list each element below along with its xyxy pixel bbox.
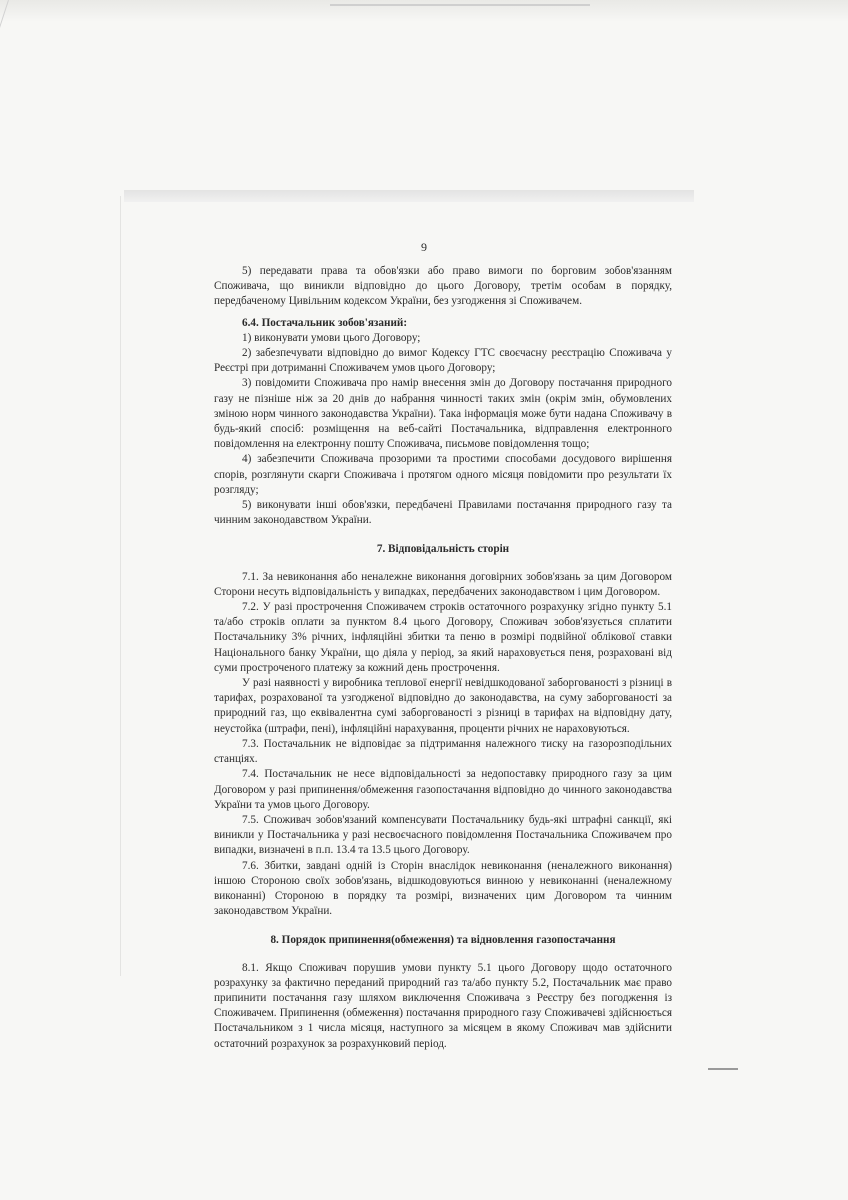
- document-body: [214, 264, 672, 1052]
- scan-mark: [708, 1068, 738, 1070]
- section-7-heading: 7. Відповідальність сторін: [376, 543, 510, 556]
- s7-paragraph-7-1: 7.1. За невиконання або неналежне виконання договірних зобов'язань за цим Договором Сторони несуть відповідальність у випадках, передбачених законодавством і цим Договором.: [214, 570, 672, 598]
- page-number: 9: [421, 240, 427, 254]
- s7-paragraph-7-6: 7.6. Збитки, завдані одній із Сторін внаслідок невиконання (неналежного виконання) іншою Стороною своїх зобов'язань, відшкодовуються винною у невиконанні (неналежному виконанні) Стороною в порядку та розмірі, визначених цим Договором та чинним законодавством України.: [214, 859, 672, 918]
- s7-paragraph-debt: У разі наявності у виробника теплової енергії невідшкодованої заборгованості з різниці в тарифах, розрахованої та узгодженої відповідно до законодавства, на суму заборгованості за природний газ, що еквівалентна сумі заборгованості з різниці в тарифах на відповідну дату, неустойка (штрафи, пені), інфляційні нарахування, проценти річних не нараховуються.: [214, 677, 672, 735]
- s7-paragraph-7-3: 7.3. Постачальник не відповідає за підтримання належного тиску на газорозподільних станціях.: [214, 737, 672, 766]
- scan-artifact-line: [330, 4, 590, 6]
- s64-item-1: 1) виконувати умови цього Договору;: [242, 331, 421, 344]
- s64-item-2: 2) забезпечувати відповідно до вимог Кодексу ГТС своєчасну реєстрацію Споживача у Реєстрі при дотриманні Споживачем умов цього Договору;: [214, 347, 672, 375]
- paragraph-item-5: 5) передавати права та обов'язки або право вимоги по борговим зобов'язанням Споживача, що виникли відповідно до цього Договору, третім особам в порядку, передбаченому Цивільним кодексом України, без узгодження зі Споживачем.: [214, 265, 672, 308]
- s64-item-3: 3) повідомити Споживача про намір внесення змін до Договору постачання природного газу не пізніше ніж за 20 днів до набрання чинності таких змін (окрім змін, обумовлених зміною норм чинного законодавства України). Така інформація може бути надана Споживачу в будь-який спосіб: розміщення на веб-сайті Постачальника, відправлення електронного повідомлення на електронну пошту Споживача, письмове повідомлення тощо;: [214, 377, 672, 451]
- s7-paragraph-7-2: 7.2. У разі прострочення Споживачем строків остаточного розрахунку згідно пункту 5.1 та/або строків оплати за пунктом 8.4 цього Договору, Споживач зобов'язується сплатити Постачальнику 3% річних, інфляційні збитки та пеню в розмірі подвійної облікової ставки Національного банку України, що діяла у період, за який нараховується пеня, розраховані від суми простроченого платежу за кожний день прострочення.: [214, 601, 672, 674]
- section-8-heading: 8. Порядок припинення(обмеження) та відновлення газопостачання: [270, 934, 616, 947]
- s64-item-5: 5) виконувати інші обов'язки, передбачені Правилами постачання природного газу та чинним законодавством України.: [214, 499, 672, 527]
- s7-paragraph-7-5: 7.5. Споживач зобов'язаний компенсувати Постачальнику будь-які штрафні санкції, які виникли у Постачальника у разі несвоєчасного повідомлення Постачальника Споживачем про випадки, визначені в п.п. 13.4 та 13.5 цього Договору.: [214, 813, 672, 857]
- s8-paragraph-8-1: 8.1. Якщо Споживач порушив умови пункту 5.1 цього Договору щодо остаточного розрахунку за фактично переданий природний газ та/або пункту 5.2, Постачальник має право припинити постачання газу шляхом виключення Споживача з Реєстру без погодження із Споживачем. Припинення (обмеження) постачання природного газу Споживачеві здійснюється Постачальником з 1 числа місяця, наступного за місяцем в якому Споживач мав здійснити остаточний розрахунок за розрахунковий період.: [214, 961, 672, 1050]
- s64-item-4: 4) забезпечити Споживача прозорими та простими способами досудового вирішення спорів, розглянути скарги Споживача і протягом одного місяця повідомити про результати їх розгляду;: [214, 453, 672, 496]
- s7-paragraph-7-4: 7.4. Постачальник не несе відповідальності за недопоставку природного газу за цим Договором у разі припинення/обмеження газопостачання відповідно до чинного законодавства України та умов цього Договору.: [214, 768, 672, 811]
- section-6-4-heading: 6.4. Постачальник зобов'язаний:: [242, 316, 408, 329]
